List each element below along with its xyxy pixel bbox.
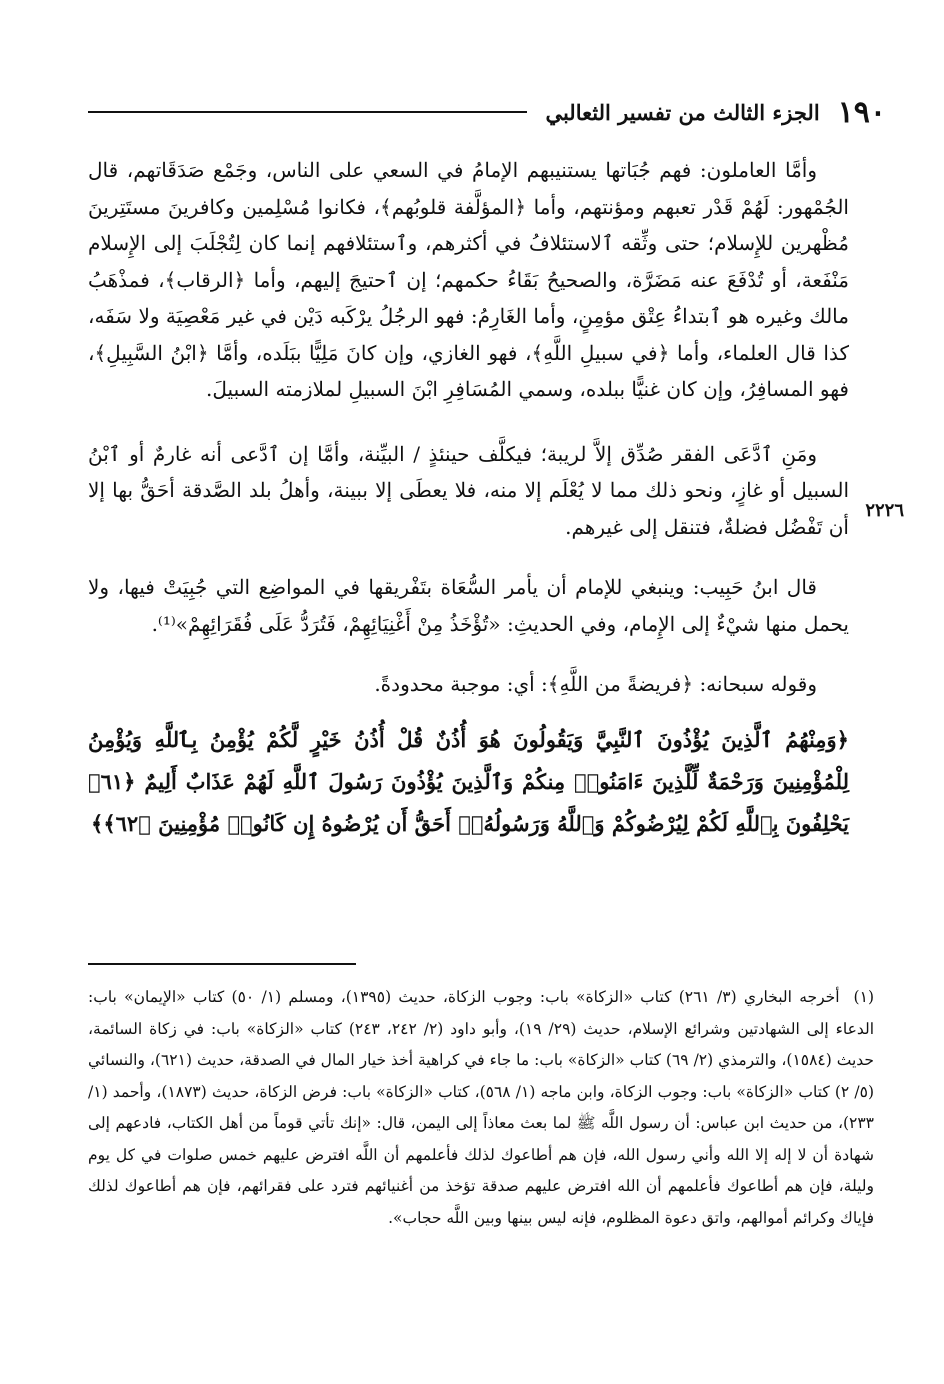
footnote-rule	[88, 963, 356, 965]
page-number: ١٩٠	[837, 94, 886, 130]
header-rule	[88, 111, 527, 113]
main-text	[88, 152, 849, 845]
footnote-text: أخرجه البخاري (٣/ ٢٦١) كتاب «الزكاة» باب: وجوب الزكاة، حديث (١٣٩٥)، ومسلم (١/ ٥٠) كتاب «الإيمان» باب: الدعاء إلى الشهادتين وشرائع الإسلام، حديث (٢٩/ ١٩)، وأبو داود (٢/ ٢٤٢، ٢٤٣) كتاب «الزكاة» باب: في زكاة السائمة، حديث (١٥٨٤)، والترمذي (٢/ ٦٩) كتاب «الزكاة» باب: ما جاء في كراهية أخذ خيار المال في الصدقة، حديث (٦٢١)، والنسائي (٥/ ٢) كتاب «الزكاة» باب: وجوب الزكاة، وابن ماجه (١/ ٥٦٨)، كتاب «الزكاة» باب: فرض الزكاة، حديث (١٨٧٣)، وأحمد (١/ ٢٣٣)، من حديث ابن عباس: أن رسول اللَّه ﷺ لما بعث معاذاً إلى اليمن، قال: «إنك تأتي قوماً من أهل الكتاب، فادعهم إلى شهادة أن لا إله إلا الله وأني رسول الله، فإن هم أطاعوك لذلك فأعلمهم أن اللَّه افترض عليهم خمس صلوات في كل يوم وليلة، فإن هم أطاعوك فأعلمهم أن الله افترض عليهم صدقة تؤخذ من أغنيائهم فترد على فقرائهم، فإن هم أطاعوك لذلك فإياك وكرائم أموالهم، واتق دعوة المظلوم، فإنه ليس بينها وبين اللَّه حجاب».	[88, 988, 875, 1227]
footnote-number: (١)	[853, 988, 874, 1006]
margin-reference: ٢٢٢٦	[865, 500, 904, 521]
paragraph-recipients: وأمَّا العاملون: فهم جُبَاتها يستنيبهم الإمامُ في السعي على الناس، وجَمْع صَدَقَاتهم، قال الجُمْهور: لَهُمْ قَدْر تعبهم ومؤنتهم، وأما ﴿المؤلَّفة قلوبُهم﴾، فكانوا مُسْلِمين وكافرينَ مستَتِرينَ مُظْهرين للإِسلام؛ حتى وثِّقه ٱلاستئلافُ في أكثرهم، وٱستئلافهم إنما كان لِتُجْلَبَ إلى الإِسلام مَنْفَعة، أو تُدْفَعَ عنه مَضَرَّة، والصحيحُ بَقَاءُ حكمهم؛ إن ٱحتيجَ إليهم، وأما ﴿الرقاب﴾، فمذْهَبُ مالك وغيره هو ٱبتداءُ عِتْق مؤمِنٍ، وأما الغَارِمُ: فهو الرجُلُ يرْكَبه دَيْن في غير مَعْصِيَة ولا سَفَه، كذا قال العلماء، وأما ﴿في سبيلِ اللَّهِ﴾، فهو الغازي، وإن كانَ مَلِيًّا ببَلَده، وأمَّا ﴿ابْنُ السَّبِيلِ﴾، فهو المسافِرُ، وإن كان غنيًّا ببلده، وسمي المُسَافِرِ ابْنَ السبيلِ لملازمته السبيلَ.	[88, 158, 849, 401]
quran-verse-block: ﴿وَمِنْهُمُ ٱلَّذِينَ يُؤْذُونَ ٱلنَّبِيَّ وَيَقُولُونَ هُوَ أُذُنٌ قُلْ أُذُنُ خَيْرٍ لَّكُمْ يُؤْمِنُ بِٱللَّهِ وَيُؤْمِنُ لِلْمُؤْمِنِينَ وَرَحْمَةٌ لِّلَّذِينَ ءَامَنُوا۟ مِنكُمْ وَٱلَّذِينَ يُؤْذُونَ رَسُولَ ٱللَّهِ لَهُمْ عَذَابٌ أَلِيمٌ ﴿٦١﴾ يَحْلِفُونَ بِٱللَّهِ لَكُمْ لِيُرْضُوكُمْ وَٱللَّهُ وَرَسُولُهُۥٓ أَحَقُّ أَن يُرْضُوهُ إِن كَانُوا۟ مُؤْمِنِينَ ﴿٦٢﴾﴾	[88, 726, 849, 836]
footnotes	[88, 982, 874, 1234]
paragraph-claims: ومَنِ ٱدَّعَى الفقر صُدِّق إلاَّ لريبة؛ فيكلَّف حينئذٍ / البيِّنة، وأمَّا إن ٱدَّعى أنه غارمٌ أو ٱبْنُ السبيل أو غازٍ، ونحو ذلك مما لا يُعْلَم إلا منه، فلا يعطَى إلا ببينة، وأهلُ بلد الصَّدقة أحَقُّ بها إلا أن تَفْضُل فضلةٌ، فتنقل إلى غيرهم.	[88, 441, 849, 539]
running-title: الجزء الثالث من تفسير الثعالبي	[545, 99, 820, 125]
paragraph-obligation: وقوله سبحانه: ﴿فريضةً من اللَّهِ﴾: أي: موجبة محدودةً.	[374, 672, 817, 696]
page-header	[88, 92, 886, 132]
paragraph-ibn-habib: قال ابنُ حَبِيب: وينبغي للإمام أن يأمر السُّعَاة بتَفْريقها في المواضِع التي جُبِيَتْ فيها، ولا يحمل منها شيْءٌ إلى الإِمام، وفي الحديثِ: «تُؤْخَذُ مِنْ أَغْنِيَائِهِمْ، فَتُرَدُّ عَلَى فُقَرَائِهِمْ»⁽¹⁾.	[88, 575, 849, 636]
